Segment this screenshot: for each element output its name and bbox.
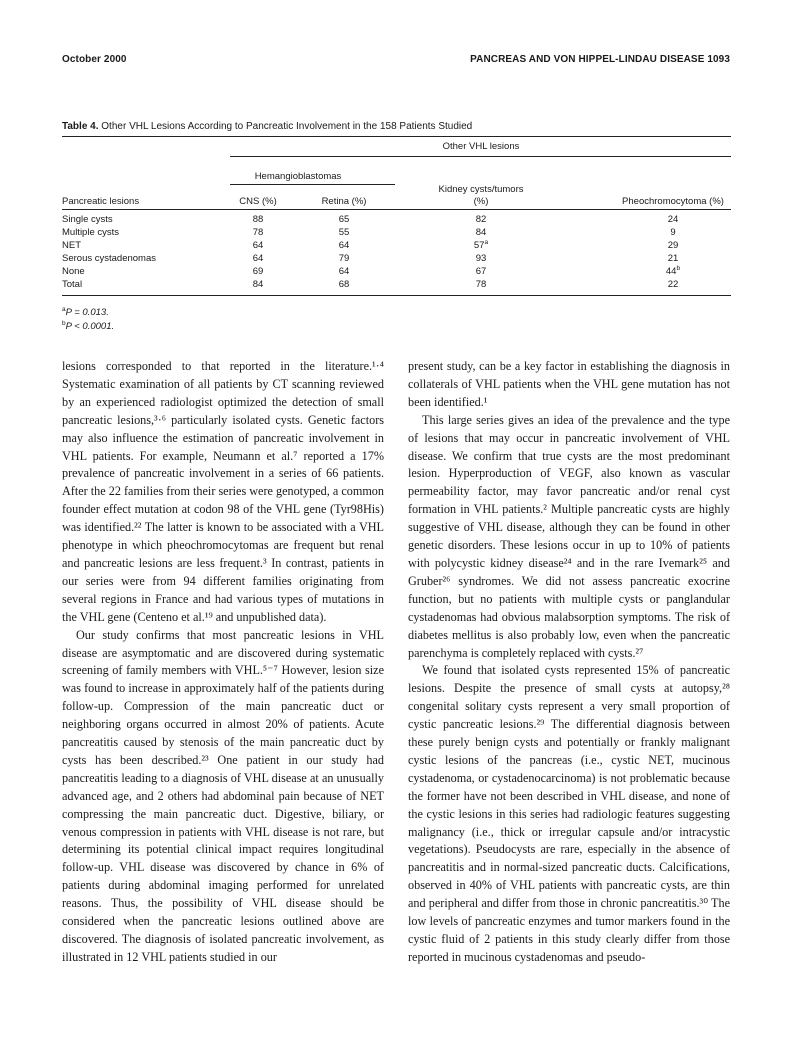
group-header: Other VHL lesions [442,141,520,152]
running-header-title: PANCREAS AND VON HIPPEL-LINDAU DISEASE 1093 [470,54,730,65]
cell-pheo: 9 [670,227,676,238]
table-caption-label: Table 4. [62,121,99,132]
body-column-left [62,358,384,967]
cell-cns: 69 [252,266,264,277]
body-column-right [408,358,730,967]
cell-kidney: 78 [475,279,487,290]
cell-pheo: 29 [667,240,679,251]
row-label: Serous cystadenomas [62,253,156,264]
row-label: Total [62,279,83,290]
cell-retina: 68 [338,279,350,290]
cell-pheo: 22 [667,279,679,290]
cell-retina: 65 [338,214,350,225]
table-caption [62,121,472,132]
table-footnote: $^b$P < 0.0001. [62,319,115,332]
paragraph: This large series gives an idea of the prevalence and the type of lesions that may occur in pancreatic involvement of VHL disease. We confirm that true cysts are the most predominant lesion. Hyperproduction of VEGF, also known as vascular permeability factor, may favor pancreatic and/or renal cyst formation in VHL patients.² Multiple pancreatic cysts are highly suggestive of VHL disease, although they can be found in other genetic disorders. These lesions occur in up to 10% of patients with polycystic kidney disease²⁴ and in the rare Ivemark²⁵ and Gruber²⁶ syndromes. We did not assess pancreatic exocrine function, but no patients with multiple cysts or panglandular cystadenomas had obvious malabsorption symptoms. The risk of diabetes mellitus is also probably low, even when the pancreatic parenchyma is completely replaced with cysts.²⁷ [408,412,730,660]
cell-cns: 78 [252,227,264,238]
paragraph: lesions corresponded to that reported in the literature.¹·⁴ Systematic examination of all patients by CT scanning reviewed by an experienced radiologist optimized the detection of small pancreatic lesions,³·⁶ particularly isolated cysts. Genetic factors may also influence the estimation of pancreatic involvement in VHL patients. For example, Neumann et al.⁷ reported a 17% prevalence of pancreatic involvement in a series of 66 patients. After the 22 families from their series were genotyped, a common founder effect mutation at codon 98 of the VHL gene (Tyr98His) was identified.²² The latter is known to be associated with a VHL phenotype in which pheochromocytomas are frequent but renal and pancreatic lesions are less frequent.³ In contrast, patients in our series were from 94 different families originating from several regions in France and had various types of mutations in the VHL gene (Centeno et al.¹⁹ and unpublished data). [62,359,384,624]
column-header-retina: Retina (%) [321,196,367,207]
cell-kidney: 82 [475,214,487,225]
cell-cns: 64 [252,240,264,251]
cell-kidney: 84 [475,227,487,238]
cell-pheo: 44$^b$ [665,264,681,277]
column-header-kidney-line2: (%) [473,196,489,207]
cell-retina: 64 [338,240,350,251]
cell-cns: 64 [252,253,264,264]
subgroup-header: Hemangioblastomas [254,171,342,182]
table-caption-text: Other VHL Lesions According to Pancreatic Involvement in the 158 Patients Studied [98,121,473,132]
subgroup-header-rule [230,184,395,185]
cell-kidney: 57$^a$ [473,238,489,251]
table-top-rule [62,136,731,137]
column-header-pancreatic-lesions: Pancreatic lesions [62,196,140,207]
row-label: None [62,266,85,277]
running-header-date: October 2000 [62,54,127,65]
cell-cns: 84 [252,279,264,290]
column-header-kidney-line1: Kidney cysts/tumors [438,184,524,195]
table-bottom-rule [62,295,731,296]
row-label: Single cysts [62,214,113,225]
cell-pheo: 24 [667,214,679,225]
paragraph: Our study confirms that most pancreatic lesions in VHL disease are asymptomatic and are discovered during systematic screening of family members with VHL.⁵⁻⁷ However, lesion size was found to increase in approximately half of the patients during follow-up. Compression of the main pancreatic duct or neighboring organs occurred in almost 20% of patients. Acute pancreatitis caused by stenosis of the main pancreatic duct by cysts has been described.²³ One patient in our study had pancreatitis leading to a diagnosis of VHL disease at an unusually advanced age, and 2 others had abdominal pain because of NET compressing the main pancreatic duct. Digestive, biliary, or venous compression in patients with VHL disease is not rare, but determining its potential clinical impact requires longitudinal follow-up. VHL disease was discovered by chance in 6% of patients during abdominal imaging performed for unrelated reasons. Thus, the possibility of VHL disease should be considered when the pancreatic lesions outlined above are discovered. The diagnosis of isolated pancreatic involvement, as illustrated in 12 VHL patients studied in our [62,627,384,964]
cell-cns: 88 [252,214,264,225]
table-footnote: $^a$P = 0.013. [62,305,109,318]
cell-kidney: 93 [475,253,487,264]
row-label: Multiple cysts [62,227,120,238]
paragraph: We found that isolated cysts represented 15% of pancreatic lesions. Despite the presence of small cysts at autopsy,²⁸ congenital solitary cysts represent a very small proportion of cystic pancreatic lesions.²⁹ The differential diagnosis between these purely benign cysts and potentially or frankly malignant cystic lesions of the pancreas (i.e., cystic NET, mucinous cystadenoma, or cystadenocarcinoma) is not problematic because the former have not been described in VHL disease, and none of the cystic lesions in this series had radiologic features suggesting malignancy (i.e., thick or irregular capsule and/or intracystic vegetations). Pseudocysts are rare, especially in the absence of pancreatitis and in normal-sized pancreatic ducts. Calcifications, observed in 40% of VHL patients with pancreatic cysts, are thin and peripheral and differ from those in chronic pancreatitis.³⁰ The low levels of pancreatic enzymes and tumor markers found in the cystic fluid of 2 patients in this study clearly differ from those reported in mucinous cystadenomas and pseudo- [408,663,730,964]
cell-kidney: 67 [475,266,487,277]
paragraph: present study, can be a key factor in establishing the diagnosis in collaterals of VHL patients when the VHL gene mutation has not been identified.¹ [408,359,730,409]
cell-retina: 79 [338,253,350,264]
row-label: NET [62,240,81,251]
column-header-cns: CNS (%) [239,196,277,207]
cell-retina: 64 [338,266,350,277]
column-header-rule [62,209,731,210]
cell-retina: 55 [338,227,350,238]
cell-pheo: 21 [667,253,679,264]
column-header-pheochromocytoma: Pheochromocytoma (%) [622,196,724,207]
group-header-rule [230,156,731,157]
